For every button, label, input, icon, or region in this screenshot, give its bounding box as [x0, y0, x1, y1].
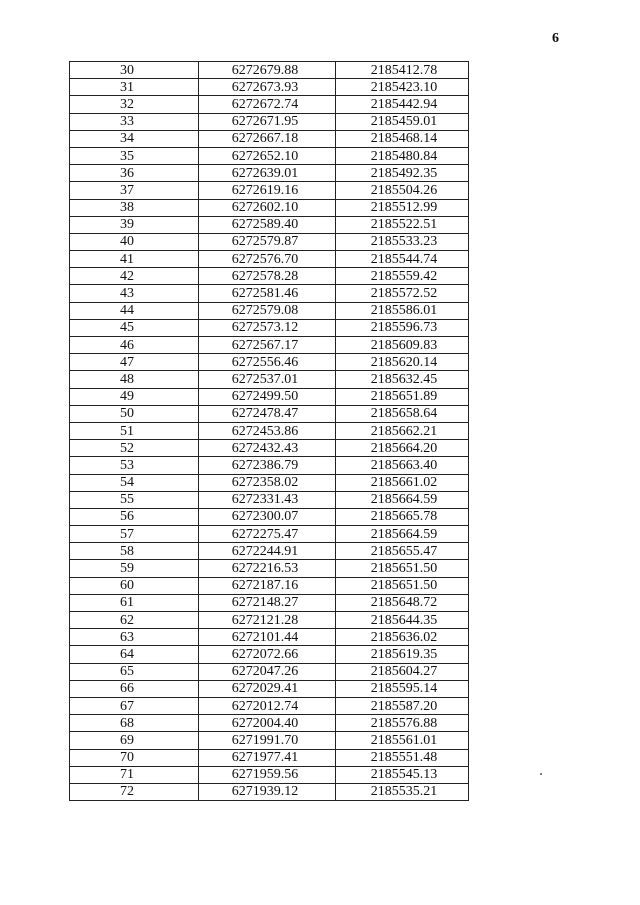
table-row	[70, 440, 469, 457]
y-coordinate-cell: 2185512.99	[336, 199, 469, 216]
x-coordinate-cell: 6272072.66	[199, 646, 336, 663]
y-coordinate-cell: 2185596.73	[336, 319, 469, 336]
x-coordinate-cell: 6271991.70	[199, 732, 336, 749]
table-row	[70, 96, 469, 113]
point-number-cell: 51	[70, 422, 199, 439]
y-coordinate-cell: 2185468.14	[336, 130, 469, 147]
point-number-cell: 35	[70, 147, 199, 164]
point-number-cell: 43	[70, 285, 199, 302]
y-coordinate-cell: 2185545.13	[336, 766, 469, 783]
point-number-cell: 44	[70, 302, 199, 319]
point-number-cell: 54	[70, 474, 199, 491]
point-number-cell: 70	[70, 749, 199, 766]
point-number-cell: 48	[70, 371, 199, 388]
point-number-cell: 36	[70, 165, 199, 182]
x-coordinate-cell: 6272667.18	[199, 130, 336, 147]
point-number-cell: 55	[70, 491, 199, 508]
x-coordinate-cell: 6272556.46	[199, 354, 336, 371]
point-number-cell: 67	[70, 697, 199, 714]
y-coordinate-cell: 2185664.59	[336, 526, 469, 543]
y-coordinate-cell: 2185651.50	[336, 560, 469, 577]
point-number-cell: 52	[70, 440, 199, 457]
x-coordinate-cell: 6272672.74	[199, 96, 336, 113]
table-row	[70, 560, 469, 577]
table-row	[70, 113, 469, 130]
y-coordinate-cell: 2185551.48	[336, 749, 469, 766]
table-row	[70, 508, 469, 525]
table-row	[70, 612, 469, 629]
point-number-cell: 40	[70, 233, 199, 250]
x-coordinate-cell: 6272358.02	[199, 474, 336, 491]
y-coordinate-cell: 2185664.59	[336, 491, 469, 508]
y-coordinate-cell: 2185609.83	[336, 337, 469, 354]
y-coordinate-cell: 2185442.94	[336, 96, 469, 113]
y-coordinate-cell: 2185492.35	[336, 165, 469, 182]
table-row	[70, 251, 469, 268]
scan-speck	[540, 773, 542, 775]
table-row	[70, 715, 469, 732]
x-coordinate-cell: 6272652.10	[199, 147, 336, 164]
x-coordinate-cell: 6272012.74	[199, 697, 336, 714]
table-row	[70, 165, 469, 182]
x-coordinate-cell: 6272386.79	[199, 457, 336, 474]
y-coordinate-cell: 2185459.01	[336, 113, 469, 130]
x-coordinate-cell: 6272004.40	[199, 715, 336, 732]
x-coordinate-cell: 6272576.70	[199, 251, 336, 268]
table-row	[70, 79, 469, 96]
coordinates-table-body	[70, 62, 469, 801]
point-number-cell: 39	[70, 216, 199, 233]
y-coordinate-cell: 2185648.72	[336, 594, 469, 611]
y-coordinate-cell: 2185661.02	[336, 474, 469, 491]
table-row	[70, 680, 469, 697]
point-number-cell: 62	[70, 612, 199, 629]
table-row	[70, 216, 469, 233]
y-coordinate-cell: 2185655.47	[336, 543, 469, 560]
point-number-cell: 72	[70, 783, 199, 800]
x-coordinate-cell: 6272029.41	[199, 680, 336, 697]
point-number-cell: 61	[70, 594, 199, 611]
y-coordinate-cell: 2185559.42	[336, 268, 469, 285]
table-row	[70, 388, 469, 405]
table-row	[70, 62, 469, 79]
point-number-cell: 37	[70, 182, 199, 199]
point-number-cell: 64	[70, 646, 199, 663]
x-coordinate-cell: 6272537.01	[199, 371, 336, 388]
table-row	[70, 285, 469, 302]
x-coordinate-cell: 6272578.28	[199, 268, 336, 285]
y-coordinate-cell: 2185651.89	[336, 388, 469, 405]
y-coordinate-cell: 2185658.64	[336, 405, 469, 422]
table-row	[70, 422, 469, 439]
point-number-cell: 57	[70, 526, 199, 543]
point-number-cell: 34	[70, 130, 199, 147]
point-number-cell: 56	[70, 508, 199, 525]
x-coordinate-cell: 6272216.53	[199, 560, 336, 577]
point-number-cell: 38	[70, 199, 199, 216]
y-coordinate-cell: 2185544.74	[336, 251, 469, 268]
x-coordinate-cell: 6272579.87	[199, 233, 336, 250]
x-coordinate-cell: 6271939.12	[199, 783, 336, 800]
point-number-cell: 31	[70, 79, 199, 96]
page-number: 6	[552, 31, 559, 46]
x-coordinate-cell: 6272121.28	[199, 612, 336, 629]
x-coordinate-cell: 6272499.50	[199, 388, 336, 405]
point-number-cell: 47	[70, 354, 199, 371]
point-number-cell: 68	[70, 715, 199, 732]
x-coordinate-cell: 6272300.07	[199, 508, 336, 525]
table-row	[70, 783, 469, 800]
table-row	[70, 526, 469, 543]
y-coordinate-cell: 2185412.78	[336, 62, 469, 79]
table-row	[70, 233, 469, 250]
table-row	[70, 577, 469, 594]
point-number-cell: 65	[70, 663, 199, 680]
y-coordinate-cell: 2185504.26	[336, 182, 469, 199]
point-number-cell: 33	[70, 113, 199, 130]
table-row	[70, 457, 469, 474]
x-coordinate-cell: 6272244.91	[199, 543, 336, 560]
x-coordinate-cell: 6272453.86	[199, 422, 336, 439]
table-row	[70, 697, 469, 714]
table-row	[70, 663, 469, 680]
y-coordinate-cell: 2185572.52	[336, 285, 469, 302]
y-coordinate-cell: 2185664.20	[336, 440, 469, 457]
coordinates-table	[69, 61, 469, 801]
x-coordinate-cell: 6272187.16	[199, 577, 336, 594]
x-coordinate-cell: 6272331.43	[199, 491, 336, 508]
point-number-cell: 30	[70, 62, 199, 79]
table-row	[70, 354, 469, 371]
x-coordinate-cell: 6271959.56	[199, 766, 336, 783]
x-coordinate-cell: 6272148.27	[199, 594, 336, 611]
point-number-cell: 60	[70, 577, 199, 594]
point-number-cell: 45	[70, 319, 199, 336]
point-number-cell: 42	[70, 268, 199, 285]
table-row	[70, 182, 469, 199]
y-coordinate-cell: 2185480.84	[336, 147, 469, 164]
y-coordinate-cell: 2185644.35	[336, 612, 469, 629]
y-coordinate-cell: 2185663.40	[336, 457, 469, 474]
x-coordinate-cell: 6272671.95	[199, 113, 336, 130]
table-row	[70, 646, 469, 663]
point-number-cell: 53	[70, 457, 199, 474]
table-row	[70, 474, 469, 491]
x-coordinate-cell: 6272478.47	[199, 405, 336, 422]
y-coordinate-cell: 2185576.88	[336, 715, 469, 732]
point-number-cell: 69	[70, 732, 199, 749]
point-number-cell: 32	[70, 96, 199, 113]
y-coordinate-cell: 2185620.14	[336, 354, 469, 371]
x-coordinate-cell: 6272275.47	[199, 526, 336, 543]
x-coordinate-cell: 6272602.10	[199, 199, 336, 216]
x-coordinate-cell: 6272581.46	[199, 285, 336, 302]
point-number-cell: 49	[70, 388, 199, 405]
table-row	[70, 594, 469, 611]
table-row	[70, 302, 469, 319]
table-row	[70, 199, 469, 216]
x-coordinate-cell: 6272101.44	[199, 629, 336, 646]
y-coordinate-cell: 2185561.01	[336, 732, 469, 749]
point-number-cell: 41	[70, 251, 199, 268]
point-number-cell: 58	[70, 543, 199, 560]
y-coordinate-cell: 2185535.21	[336, 783, 469, 800]
y-coordinate-cell: 2185533.23	[336, 233, 469, 250]
x-coordinate-cell: 6272579.08	[199, 302, 336, 319]
table-row	[70, 732, 469, 749]
y-coordinate-cell: 2185587.20	[336, 697, 469, 714]
table-row	[70, 405, 469, 422]
y-coordinate-cell: 2185522.51	[336, 216, 469, 233]
table-row	[70, 766, 469, 783]
table-row	[70, 371, 469, 388]
table-row	[70, 749, 469, 766]
x-coordinate-cell: 6272432.43	[199, 440, 336, 457]
x-coordinate-cell: 6272639.01	[199, 165, 336, 182]
x-coordinate-cell: 6272573.12	[199, 319, 336, 336]
y-coordinate-cell: 2185662.21	[336, 422, 469, 439]
y-coordinate-cell: 2185604.27	[336, 663, 469, 680]
point-number-cell: 46	[70, 337, 199, 354]
point-number-cell: 50	[70, 405, 199, 422]
x-coordinate-cell: 6272619.16	[199, 182, 336, 199]
y-coordinate-cell: 2185636.02	[336, 629, 469, 646]
table-row	[70, 337, 469, 354]
table-row	[70, 491, 469, 508]
x-coordinate-cell: 6272047.26	[199, 663, 336, 680]
x-coordinate-cell: 6271977.41	[199, 749, 336, 766]
point-number-cell: 59	[70, 560, 199, 577]
table-row	[70, 319, 469, 336]
x-coordinate-cell: 6272567.17	[199, 337, 336, 354]
y-coordinate-cell: 2185423.10	[336, 79, 469, 96]
y-coordinate-cell: 2185595.14	[336, 680, 469, 697]
table-row	[70, 130, 469, 147]
x-coordinate-cell: 6272679.88	[199, 62, 336, 79]
y-coordinate-cell: 2185619.35	[336, 646, 469, 663]
table-row	[70, 268, 469, 285]
point-number-cell: 71	[70, 766, 199, 783]
y-coordinate-cell: 2185586.01	[336, 302, 469, 319]
table-row	[70, 147, 469, 164]
x-coordinate-cell: 6272673.93	[199, 79, 336, 96]
table-row	[70, 629, 469, 646]
point-number-cell: 63	[70, 629, 199, 646]
y-coordinate-cell: 2185651.50	[336, 577, 469, 594]
table-row	[70, 543, 469, 560]
y-coordinate-cell: 2185665.78	[336, 508, 469, 525]
y-coordinate-cell: 2185632.45	[336, 371, 469, 388]
x-coordinate-cell: 6272589.40	[199, 216, 336, 233]
point-number-cell: 66	[70, 680, 199, 697]
